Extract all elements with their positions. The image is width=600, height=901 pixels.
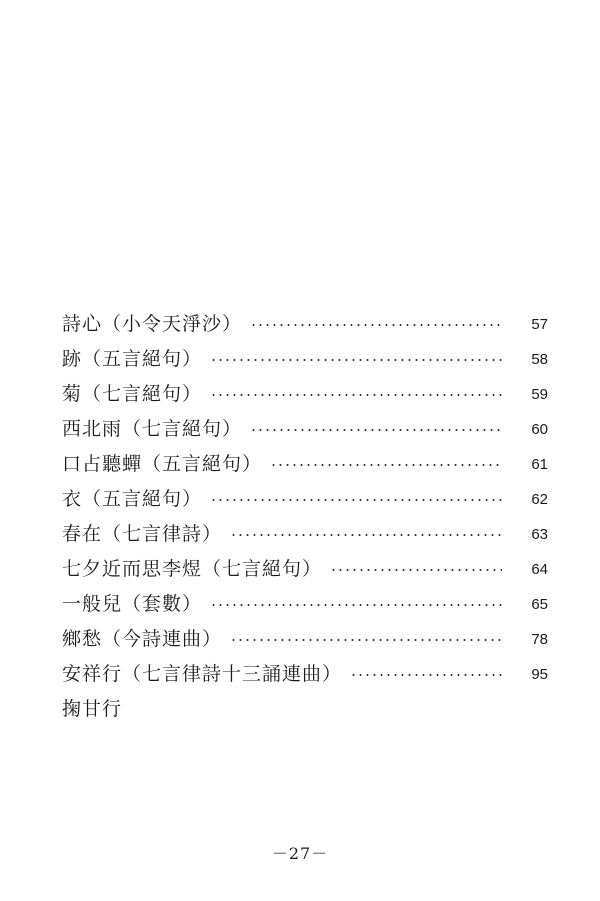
toc-entry-page: 64: [531, 561, 548, 578]
toc-entry: [62, 515, 548, 550]
table-of-contents: [62, 305, 548, 725]
toc-entry-page: 57: [531, 316, 548, 333]
toc-entry: [62, 445, 548, 480]
toc-entry-page: 62: [531, 491, 548, 508]
toc-dot-leader: [230, 534, 502, 536]
toc-entry: [62, 585, 548, 620]
toc-dot-leader: [350, 674, 502, 676]
toc-entry: [62, 655, 548, 690]
toc-dot-leader: [230, 639, 502, 641]
toc-entry-title: 口占聽蟬（五言絕句）: [62, 453, 263, 475]
toc-entry-title: 掬甘行: [62, 698, 123, 720]
toc-entry-title: 跡（五言絕句）: [62, 348, 203, 370]
toc-dot-leader: [210, 604, 502, 606]
toc-dot-leader: [210, 394, 502, 396]
toc-entry: [62, 340, 548, 375]
toc-entry-title: 安祥行（七言律詩十三誦連曲）: [62, 663, 343, 685]
toc-entry-title: 一般兒（套數）: [62, 593, 203, 615]
toc-entry-title: 春在（七言律詩）: [62, 523, 223, 545]
toc-entry-page: 78: [531, 631, 548, 648]
toc-dot-leader: [330, 569, 502, 571]
toc-entry-page: 58: [531, 351, 548, 368]
toc-entry: [62, 375, 548, 410]
toc-entry-page: 61: [531, 456, 548, 473]
toc-entry-title: 衣（五言絕句）: [62, 488, 203, 510]
toc-dot-leader: [210, 499, 502, 501]
toc-entry-title: 鄉愁（今詩連曲）: [62, 628, 223, 650]
toc-entry-page: 60: [531, 421, 548, 438]
toc-entry: [62, 620, 548, 655]
toc-dot-leader: [210, 359, 502, 361]
toc-entry-page: 59: [531, 386, 548, 403]
toc-entry-title: 七夕近而思李煜（七言絕句）: [62, 558, 323, 580]
toc-entry: [62, 690, 548, 725]
toc-dot-leader: [270, 464, 502, 466]
toc-entry: [62, 480, 548, 515]
toc-entry-title: 西北雨（七言絕句）: [62, 418, 243, 440]
toc-dot-leader: [250, 429, 502, 431]
toc-dot-leader: [250, 324, 502, 326]
toc-entry: [62, 550, 548, 585]
toc-entry-title: 菊（七言絕句）: [62, 383, 203, 405]
toc-entry: [62, 305, 548, 340]
toc-entry-title: 詩心（小令天淨沙）: [62, 313, 243, 335]
page-number: －27－: [271, 844, 329, 863]
toc-entry: [62, 410, 548, 445]
toc-entry-page: 95: [531, 666, 548, 683]
toc-entry-page: 63: [531, 526, 548, 543]
toc-entry-page: 65: [531, 596, 548, 613]
